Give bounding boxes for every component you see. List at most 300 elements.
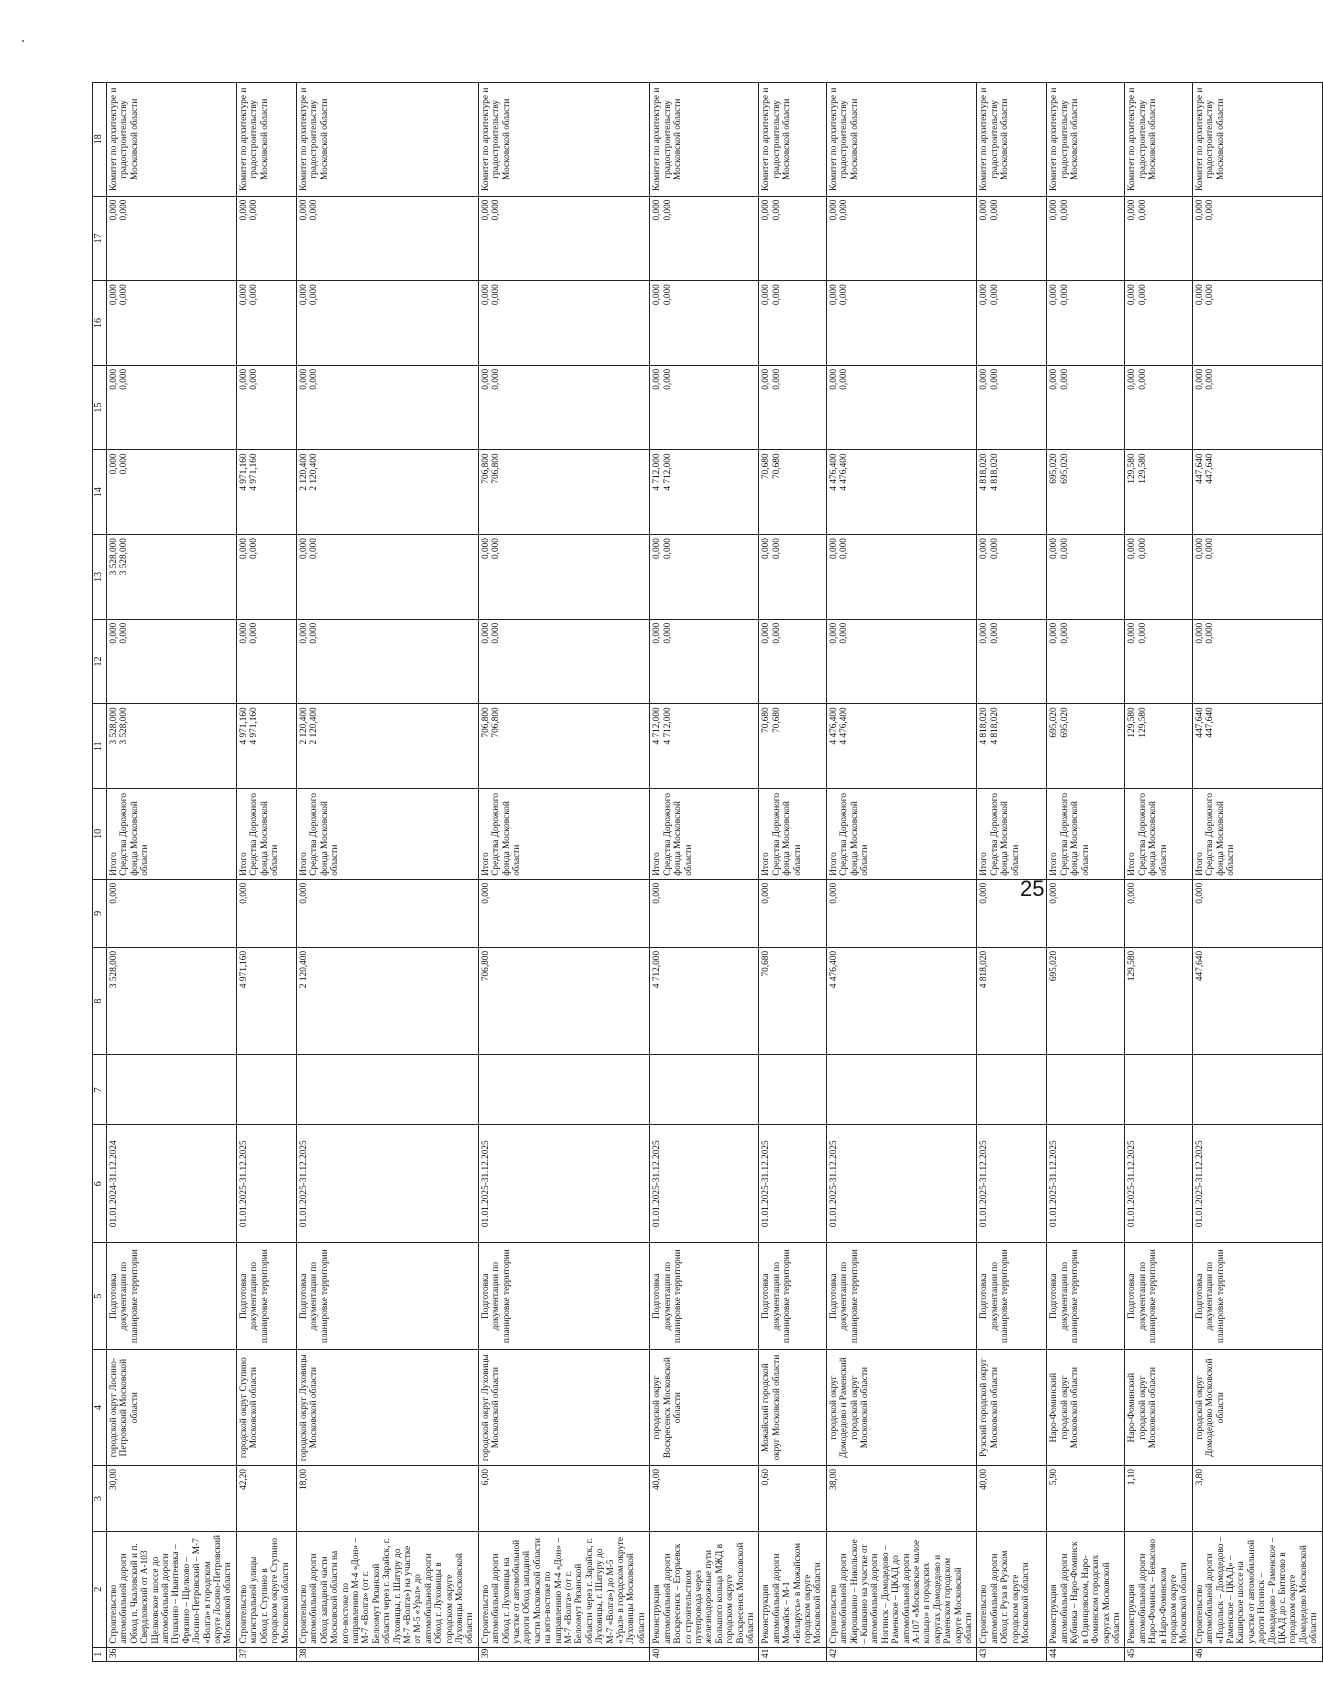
column-number-row [93, 83, 107, 1662]
funding-c11-line: 4 712,000 [652, 707, 663, 745]
funding-c14-line: 447,640 [1205, 453, 1216, 484]
funding-c12 [1047, 619, 1125, 704]
funding-c11-line: 4 818,020 [989, 707, 1000, 745]
column-number-17: 17 [93, 196, 107, 281]
table-row [478, 83, 650, 1662]
funding-c14-line: 70,680 [761, 453, 772, 480]
funding-c13 [107, 535, 237, 620]
funding-c16-line: 0,000 [771, 284, 782, 306]
cost-total: 129,580 [1125, 947, 1192, 1054]
funding-source-line: Итого [828, 852, 839, 876]
object-name: Строительство автомобильной дороги «Подольск – Домодедово – Раменское – ЦКАД» – Каширское шоссе на участке от автомобильной дороги Ногинск – Домодедово – Раменское – ЦКАД до с. Битягово в городском округе Домодедово Московской области [1192, 1531, 1322, 1647]
funding-c15 [1125, 365, 1192, 450]
funding-c11 [759, 704, 826, 789]
funding-c16-line: 0,000 [309, 284, 320, 306]
period: 01.01.2025-31.12.2025 [478, 1125, 650, 1243]
responsible-body: Комитет по архитектуре и градостроительству Московской области [650, 83, 759, 197]
funding-c16-line: 0,000 [1059, 284, 1070, 306]
responsible-body: Комитет по архитектуре и градостроительству Московской области [826, 83, 977, 197]
funding-c14 [650, 450, 759, 535]
cost-financed: 0,000 [759, 879, 826, 947]
funding-c13-line: 0,000 [652, 538, 663, 560]
funding-c11 [826, 704, 977, 789]
funding-c17 [977, 196, 1047, 281]
funding-c16-line: 0,000 [839, 284, 850, 306]
funding-c12-line: 0,000 [771, 622, 782, 644]
row-number: 46 [1192, 1647, 1322, 1661]
funding-c17 [759, 196, 826, 281]
column-number-14: 14 [93, 450, 107, 535]
responsible-body: Комитет по архитектуре и градостроительству Московской области [1125, 83, 1192, 197]
object-name: Реконструкция автомобильной дороги Наро-Фоминск – Бекасово в Наро-Фоминском городском округе Московской области [1125, 1531, 1192, 1647]
column-number-10: 10 [93, 788, 107, 879]
funding-c15 [296, 365, 478, 450]
funding-c12-line: 0,000 [652, 622, 663, 644]
work-type: Подготовка документации по планировке территории [650, 1243, 759, 1350]
district-name: Рузский городской округ Московской области [977, 1350, 1047, 1466]
row-number: 38 [296, 1647, 478, 1661]
funding-source [650, 788, 759, 879]
column-7-value [107, 1055, 237, 1125]
funding-source-line: Средства Дорожного фонда Московской области [1137, 792, 1169, 876]
funding-c15-line: 0,000 [652, 368, 663, 390]
funding-c11-line: 4 971,160 [238, 707, 249, 745]
work-type: Подготовка документации по планировке территории [826, 1243, 977, 1350]
funding-c14 [977, 450, 1047, 535]
funding-c12-line: 0,000 [491, 622, 502, 644]
funding-c15-line: 0,000 [1137, 368, 1148, 390]
funding-source-line: Итого [480, 852, 491, 876]
cost-total: 2 120,400 [296, 947, 478, 1054]
funding-c14-line: 2 120,400 [309, 453, 320, 491]
funding-c14 [826, 450, 977, 535]
cost-financed: 0,000 [1125, 879, 1192, 947]
funding-c14-line: 447,640 [1194, 453, 1205, 484]
funding-c15 [826, 365, 977, 450]
funding-c13-line: 0,000 [1205, 538, 1216, 560]
funding-source [236, 788, 296, 879]
funding-c16-line: 0,000 [652, 284, 663, 306]
period: 01.01.2025-31.12.2025 [650, 1125, 759, 1243]
funding-c17-line: 0,000 [771, 199, 782, 221]
funding-c12 [759, 619, 826, 704]
funding-c13 [1192, 535, 1322, 620]
work-type: Подготовка документации по планировке территории [1192, 1243, 1322, 1350]
funding-c15-line: 0,000 [662, 368, 673, 390]
scan-speck [22, 40, 24, 42]
funding-c11-line: 4 818,020 [979, 707, 990, 745]
table-row [1047, 83, 1125, 1662]
funding-c13-line: 0,000 [979, 538, 990, 560]
funding-c16 [977, 281, 1047, 366]
funding-c16 [1047, 281, 1125, 366]
funding-c17-line: 0,000 [249, 199, 260, 221]
table-row [107, 83, 237, 1662]
period: 01.01.2025-31.12.2025 [296, 1125, 478, 1243]
funding-c17 [826, 196, 977, 281]
cost-financed: 0,000 [650, 879, 759, 947]
column-number-7: 7 [93, 1055, 107, 1125]
funding-c13-line: 0,000 [1194, 538, 1205, 560]
funding-c17-line: 0,000 [979, 199, 990, 221]
cost-total: 70,680 [759, 947, 826, 1054]
cost-financed: 0,000 [826, 879, 977, 947]
funding-c13-line: 0,000 [309, 538, 320, 560]
funding-c11 [977, 704, 1047, 789]
funding-c17 [650, 196, 759, 281]
object-name: Реконструкция автомобильной дороги Кубинка – Наро-Фоминск в Одинцовском, Наро-Фоминском городских округах Московской области [1047, 1531, 1125, 1647]
funding-c12 [1125, 619, 1192, 704]
district-name: Наро-Фоминский городской округ Московской области [1125, 1350, 1192, 1466]
funding-c17-line: 0,000 [1059, 199, 1070, 221]
funding-source-line: Средства Дорожного фонда Московской области [662, 792, 694, 876]
funding-c13-line: 0,000 [238, 538, 249, 560]
object-name: Реконструкция автомобильной дороги Можайск – М-1 «Беларусь» в Можайском городском округе Московской области [759, 1531, 826, 1647]
funding-source-line: Итого [298, 852, 309, 876]
object-name: Строительство автомобильной дороги Обход п. Чкаловский и п. Свердловский от А-103 Щелковское шоссе до автомобильной дороги Пушкино – Ивантеевка – Фрязино – Щелково – Лосино-Петровский – М-7 «Волга» в городском округе Лосино-Петровский Московской области [107, 1531, 237, 1647]
column-number-12: 12 [93, 619, 107, 704]
object-name: Строительство автомобильной дороги Обход г. Руза в Рузском городском округе Московской области [977, 1531, 1047, 1647]
funding-c15 [759, 365, 826, 450]
funding-c12-line: 0,000 [989, 622, 1000, 644]
funding-c15-line: 0,000 [119, 368, 130, 390]
funding-c11-line: 706,800 [491, 707, 502, 738]
funding-c14 [1125, 450, 1192, 535]
funding-c17-line: 0,000 [662, 199, 673, 221]
length-value: 5,90 [1047, 1465, 1125, 1531]
funding-c13-line: 0,000 [662, 538, 673, 560]
funding-c12-line: 0,000 [249, 622, 260, 644]
funding-c17-line: 0,000 [238, 199, 249, 221]
funding-c16 [759, 281, 826, 366]
funding-c14 [478, 450, 650, 535]
funding-c13-line: 3 528,000 [109, 538, 119, 576]
funding-c12-line: 0,000 [1194, 622, 1205, 644]
funding-c12-line: 0,000 [828, 622, 839, 644]
funding-c12-line: 0,000 [662, 622, 673, 644]
district-name: городской округ Домодедово Московской области [1192, 1350, 1322, 1466]
funding-c14 [1047, 450, 1125, 535]
funding-c12-line: 0,000 [1205, 622, 1216, 644]
cost-total: 447,640 [1192, 947, 1322, 1054]
funding-c15-line: 0,000 [1049, 368, 1060, 390]
funding-c12-line: 0,000 [839, 622, 850, 644]
funding-c17-line: 0,000 [652, 199, 663, 221]
funding-c14-line: 4 712,000 [662, 453, 673, 491]
funding-c11 [650, 704, 759, 789]
funding-c13-line: 0,000 [989, 538, 1000, 560]
column-number-15: 15 [93, 365, 107, 450]
cost-total: 706,800 [478, 947, 650, 1054]
responsible-body: Комитет по архитектуре и градостроительству Московской области [478, 83, 650, 197]
funding-c17-line: 0,000 [298, 199, 309, 221]
funding-c17 [1047, 196, 1125, 281]
column-7-value [1192, 1055, 1322, 1125]
column-number-1: 1 [93, 1647, 107, 1661]
funding-c11 [1125, 704, 1192, 789]
funding-c13 [1125, 535, 1192, 620]
funding-c15-line: 0,000 [309, 368, 320, 390]
work-type: Подготовка документации по планировке территории [1125, 1243, 1192, 1350]
funding-c14-line: 706,800 [480, 453, 491, 484]
funding-c16-line: 0,000 [761, 284, 772, 306]
funding-c17-line: 0,000 [119, 199, 130, 221]
responsible-body: Комитет по архитектуре и градостроительству Московской области [1047, 83, 1125, 197]
funding-source-line: Средства Дорожного фонда Московской области [491, 792, 522, 876]
length-value: 6,00 [478, 1465, 650, 1531]
funding-c16 [826, 281, 977, 366]
cost-financed: 0,000 [107, 879, 237, 947]
column-number-11: 11 [93, 704, 107, 789]
funding-c15-line: 0,000 [771, 368, 782, 390]
funding-c17 [1192, 196, 1322, 281]
funding-c16 [1125, 281, 1192, 366]
funding-c17-line: 0,000 [839, 199, 850, 221]
funding-c15 [650, 365, 759, 450]
length-value: 18,00 [296, 1465, 478, 1531]
funding-c16-line: 0,000 [480, 284, 491, 306]
length-value: 40,00 [650, 1465, 759, 1531]
funding-c13-line: 0,000 [298, 538, 309, 560]
column-number-13: 13 [93, 535, 107, 620]
table-row [977, 83, 1047, 1662]
funding-c14-line: 4 712,000 [652, 453, 663, 491]
funding-c14 [107, 450, 237, 535]
responsible-body: Комитет по архитектуре и градостроительству Московской области [1192, 83, 1322, 197]
length-value: 3,80 [1192, 1465, 1322, 1531]
funding-c13-line: 0,000 [761, 538, 772, 560]
district-name: Наро-Фоминский городской округ Московской области [1047, 1350, 1125, 1466]
row-number: 40 [650, 1647, 759, 1661]
funding-c16 [1192, 281, 1322, 366]
funding-c15-line: 0,000 [1059, 368, 1070, 390]
funding-c12 [650, 619, 759, 704]
funding-c16 [107, 281, 237, 366]
funding-c12-line: 0,000 [309, 622, 320, 644]
table-row [1125, 83, 1192, 1662]
funding-c11-line: 2 120,400 [298, 707, 309, 745]
page-number: 25 [1020, 876, 1045, 901]
district-name: городской округ Луховицы Московской области [478, 1350, 650, 1466]
funding-c16-line: 0,000 [238, 284, 249, 306]
funding-c11-line: 695,020 [1049, 707, 1060, 738]
funding-c15-line: 0,000 [828, 368, 839, 390]
district-name: городской округ Лосино-Петровский Московской области [107, 1350, 237, 1466]
funding-c12-line: 0,000 [1137, 622, 1148, 644]
cost-financed: 0,000 [1192, 879, 1322, 947]
funding-c17-line: 0,000 [491, 199, 502, 221]
period: 01.01.2025-31.12.2025 [826, 1125, 977, 1243]
funding-c16-line: 0,000 [1137, 284, 1148, 306]
funding-c15 [977, 365, 1047, 450]
row-number: 41 [759, 1647, 826, 1661]
funding-c14-line: 695,020 [1059, 453, 1070, 484]
column-7-value [1047, 1055, 1125, 1125]
funding-c13 [977, 535, 1047, 620]
funding-c16-line: 0,000 [249, 284, 260, 306]
length-value: 1,10 [1125, 1465, 1192, 1531]
funding-c15-line: 0,000 [989, 368, 1000, 390]
funding-source-line: Итого [761, 852, 772, 876]
row-number: 37 [236, 1647, 296, 1661]
funding-c13 [236, 535, 296, 620]
funding-source [826, 788, 977, 879]
funding-c17-line: 0,000 [1137, 199, 1148, 221]
funding-c12-line: 0,000 [1127, 622, 1138, 644]
funding-c14-line: 4 971,160 [238, 453, 249, 491]
funding-source-line: Средства Дорожного фонда Московской области [989, 792, 1021, 876]
column-number-6: 6 [93, 1125, 107, 1243]
cost-total: 4 818,020 [977, 947, 1047, 1054]
funding-source-line: Итого [1049, 852, 1060, 876]
funding-source [1192, 788, 1322, 879]
row-number: 42 [826, 1647, 977, 1661]
funding-c17-line: 0,000 [1049, 199, 1060, 221]
funding-c17-line: 0,000 [989, 199, 1000, 221]
funding-source-line: Средства Дорожного фонда Московской области [839, 792, 870, 876]
funding-source-line: Итого [979, 852, 990, 876]
responsible-body: Комитет по архитектуре и градостроительству Московской области [759, 83, 826, 197]
funding-c17-line: 0,000 [1205, 199, 1216, 221]
funding-c14-line: 4 476,400 [828, 453, 839, 491]
funding-c11 [1047, 704, 1125, 789]
funding-source-line: Средства Дорожного фонда Московской области [309, 792, 341, 876]
period: 01.01.2025-31.12.2025 [977, 1125, 1047, 1243]
funding-c11-line: 4 712,000 [662, 707, 673, 745]
funding-c16-line: 0,000 [298, 284, 309, 306]
funding-c16-line: 0,000 [989, 284, 1000, 306]
funding-source [296, 788, 478, 879]
cost-total: 4 971,160 [236, 947, 296, 1054]
funding-source [1047, 788, 1125, 879]
cost-financed: 0,000 [1047, 879, 1125, 947]
cost-financed: 0,000 [977, 879, 1047, 947]
funding-c14-line: 70,680 [771, 453, 782, 480]
table-row [650, 83, 759, 1662]
funding-c14-line: 0,000 [119, 453, 130, 475]
funding-c14 [236, 450, 296, 535]
funding-c12-line: 0,000 [109, 622, 119, 644]
funding-c14-line: 2 120,400 [298, 453, 309, 491]
funding-c12-line: 0,000 [1049, 622, 1060, 644]
funding-c14-line: 4 818,020 [979, 453, 990, 491]
funding-c11-line: 447,640 [1205, 707, 1216, 738]
district-name: Можайский городской округ Московской области [759, 1350, 826, 1466]
column-number-3: 3 [93, 1465, 107, 1531]
cost-financed: 0,000 [296, 879, 478, 947]
funding-c12 [1192, 619, 1322, 704]
column-7-value [759, 1055, 826, 1125]
funding-c12 [296, 619, 478, 704]
funding-c16 [478, 281, 650, 366]
column-number-18: 18 [93, 83, 107, 197]
cost-total: 4 476,400 [826, 947, 977, 1054]
length-value: 30,00 [107, 1465, 237, 1531]
row-number: 39 [478, 1647, 650, 1661]
column-7-value [1125, 1055, 1192, 1125]
work-type: Подготовка документации по планировке территории [977, 1243, 1047, 1350]
work-type: Подготовка документации по планировке территории [107, 1243, 237, 1350]
funding-c13-line: 0,000 [771, 538, 782, 560]
table-row [826, 83, 977, 1662]
column-7-value [296, 1055, 478, 1125]
funding-c13-line: 0,000 [1127, 538, 1138, 560]
work-type: Подготовка документации по планировке территории [478, 1243, 650, 1350]
funding-c11 [1192, 704, 1322, 789]
funding-c13-line: 0,000 [828, 538, 839, 560]
funding-c13 [478, 535, 650, 620]
funding-c14-line: 695,020 [1049, 453, 1060, 484]
funding-c12-line: 0,000 [238, 622, 249, 644]
funding-c16-line: 0,000 [491, 284, 502, 306]
column-7-value [478, 1055, 650, 1125]
funding-c11-line: 70,680 [771, 707, 782, 733]
funding-c13-line: 0,000 [1137, 538, 1148, 560]
funding-c12 [107, 619, 237, 704]
funding-source [107, 788, 237, 879]
funding-c16-line: 0,000 [662, 284, 673, 306]
funding-c11 [478, 704, 650, 789]
funding-c15-line: 0,000 [480, 368, 491, 390]
table-row [1192, 83, 1322, 1662]
funding-c15-line: 0,000 [979, 368, 990, 390]
column-7-value [977, 1055, 1047, 1125]
funding-source-line: Итого [652, 852, 663, 876]
funding-c12-line: 0,000 [1059, 622, 1070, 644]
funding-c13-line: 0,000 [1049, 538, 1060, 560]
funding-c14-line: 0,000 [109, 453, 119, 475]
funding-c11-line: 4 971,160 [249, 707, 260, 745]
funding-c11-line: 129,580 [1127, 707, 1138, 738]
district-name: городской округ Воскресенск Московской области [650, 1350, 759, 1466]
funding-c11-line: 447,640 [1194, 707, 1205, 738]
funding-c13-line: 0,000 [249, 538, 260, 560]
column-7-value [650, 1055, 759, 1125]
object-name: Строительство автомобильной дороги Обход западной части Московской области на юго-востоке по направлению М-4 «Дон» – М-7 «Волга» (от г. Белоомут Рязанской области через г. Зарайск, г. Луховицы, г. Шатуру до М-7 «Волга») на участке от М-5 «Урал» до автомобильной дороги Обход г. Луховицы в городском округе Луховицы Московской области [296, 1531, 478, 1647]
responsible-body: Комитет по архитектуре и градостроительству Московской области [977, 83, 1047, 197]
column-number-8: 8 [93, 947, 107, 1054]
column-number-5: 5 [93, 1243, 107, 1350]
funding-c13 [1047, 535, 1125, 620]
funding-c17-line: 0,000 [309, 199, 320, 221]
column-7-value [236, 1055, 296, 1125]
column-number-2: 2 [93, 1531, 107, 1647]
period: 01.01.2025-31.12.2025 [1192, 1125, 1322, 1243]
district-name: городской округ Домодедово и Раменский городской округ Московской области [826, 1350, 977, 1466]
funding-c17-line: 0,000 [1127, 199, 1138, 221]
funding-c11-line: 3 528,000 [119, 707, 130, 745]
funding-c14 [759, 450, 826, 535]
funding-source-line: Итого [1127, 852, 1138, 876]
funding-c14-line: 4 476,400 [839, 453, 850, 491]
funding-c16-line: 0,000 [828, 284, 839, 306]
object-name: Реконструкция автомобильной дороги Воскресенск – Егорьевск со строительством путепровода через железнодорожные пути Большого кольца МЖД в городском округе Воскресенск Московской области [650, 1531, 759, 1647]
cost-total: 4 712,000 [650, 947, 759, 1054]
period: 01.01.2025-31.12.2025 [759, 1125, 826, 1243]
responsible-body: Комитет по архитектуре и градостроительству Московской области [296, 83, 478, 197]
funding-c15-line: 0,000 [491, 368, 502, 390]
funding-c12 [977, 619, 1047, 704]
funding-source-line: Средства Дорожного фонда Московской области [119, 792, 151, 876]
funding-c17-line: 0,000 [109, 199, 119, 221]
funding-c17-line: 0,000 [480, 199, 491, 221]
funding-c13 [296, 535, 478, 620]
period: 01.01.2025-31.12.2025 [1047, 1125, 1125, 1243]
funding-c16-line: 0,000 [979, 284, 990, 306]
work-type: Подготовка документации по планировке территории [1047, 1243, 1125, 1350]
funding-c11-line: 2 120,400 [309, 707, 320, 745]
funding-c16 [650, 281, 759, 366]
